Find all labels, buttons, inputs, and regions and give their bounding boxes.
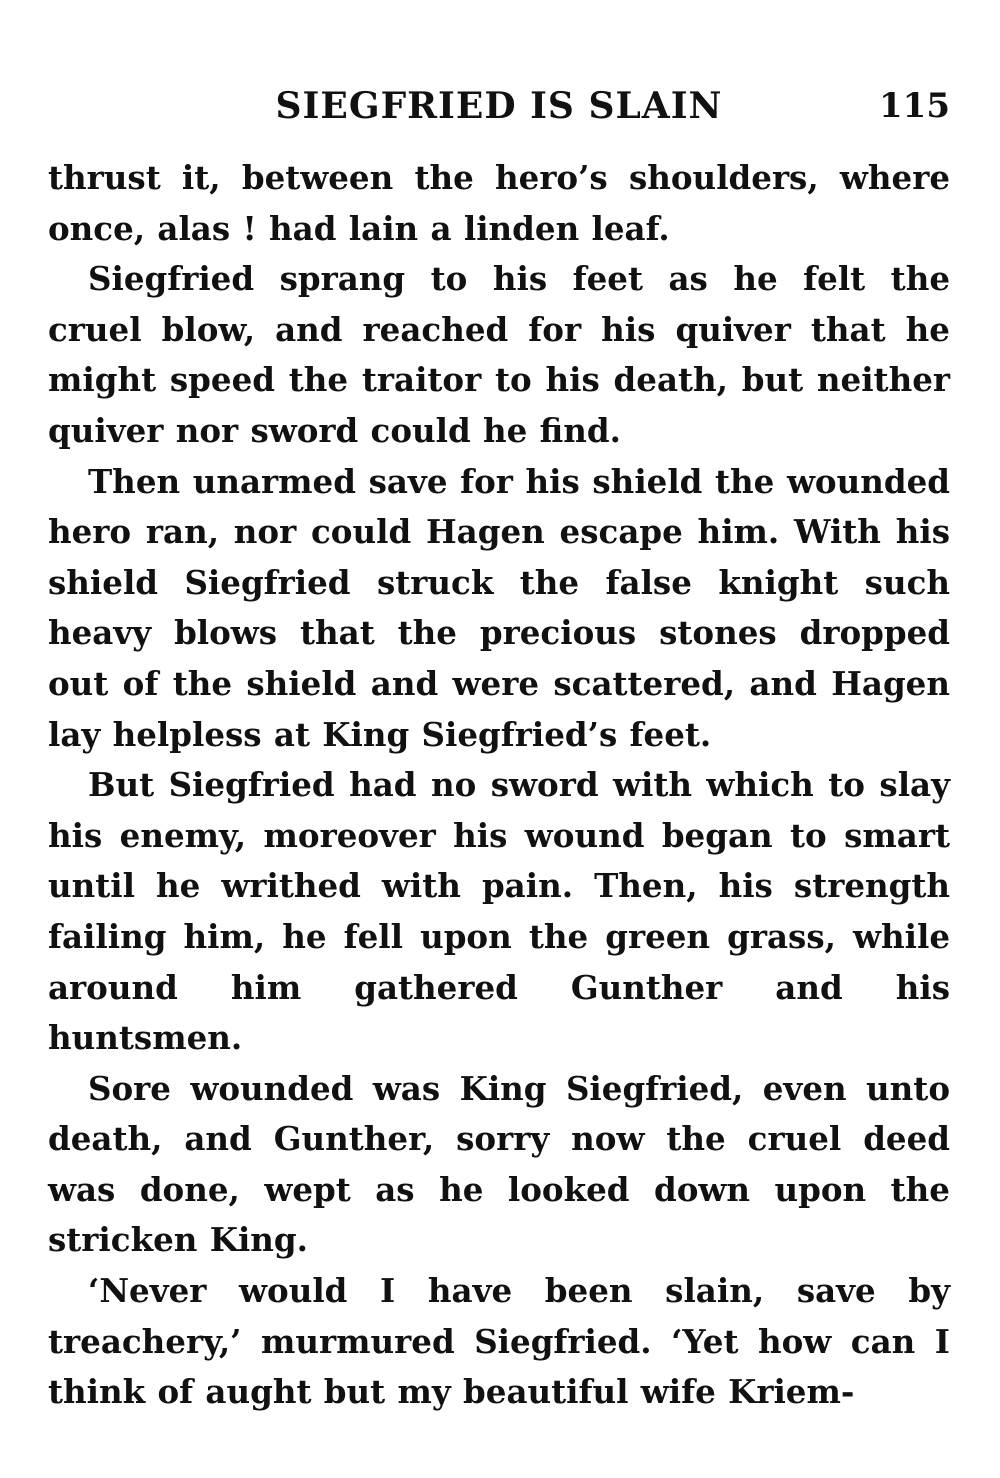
- paragraph: Siegfried sprang to his feet as he felt the cruel blow, and reached for his quiver that he might speed the traitor to his death, but neither quiver nor sword could he find.: [48, 259, 950, 450]
- chapter-title: SIEGFRIED IS SLAIN: [275, 85, 723, 127]
- paragraph: But Siegfried had no sword with which to slay his enemy, moreover his wound began to smart until he writhed with pain. Then, his strength failing him, he fell upon the green grass, while around him gathered Gunther and his huntsmen.: [48, 765, 950, 1058]
- paragraph: Then unarmed save for his shield the wounded hero ran, nor could Hagen escape him. With his shield Siegfried struck the false knight such heavy blows that the precious stones dropped out of the shield and were scattered, and Hagen lay helpless at King Siegfried’s feet.: [48, 461, 950, 754]
- paragraph: Sore wounded was King Siegfried, even unto death, and Gunther, sorry now the cruel deed was done, wept as he looked down upon the stricken King.: [48, 1068, 950, 1260]
- paragraph: ‘Never would I have been slain, save by treachery,’ murmured Siegfried. ‘Yet how can I think of aught but my beautiful wife Kriem-: [48, 1271, 950, 1412]
- page-number: 115: [879, 86, 950, 126]
- paragraph-continued: thrust it, between the hero’s shoulders, where once, alas ! had lain a linden leaf.: [48, 158, 950, 248]
- body-text: [48, 153, 950, 1418]
- running-head: [48, 78, 950, 134]
